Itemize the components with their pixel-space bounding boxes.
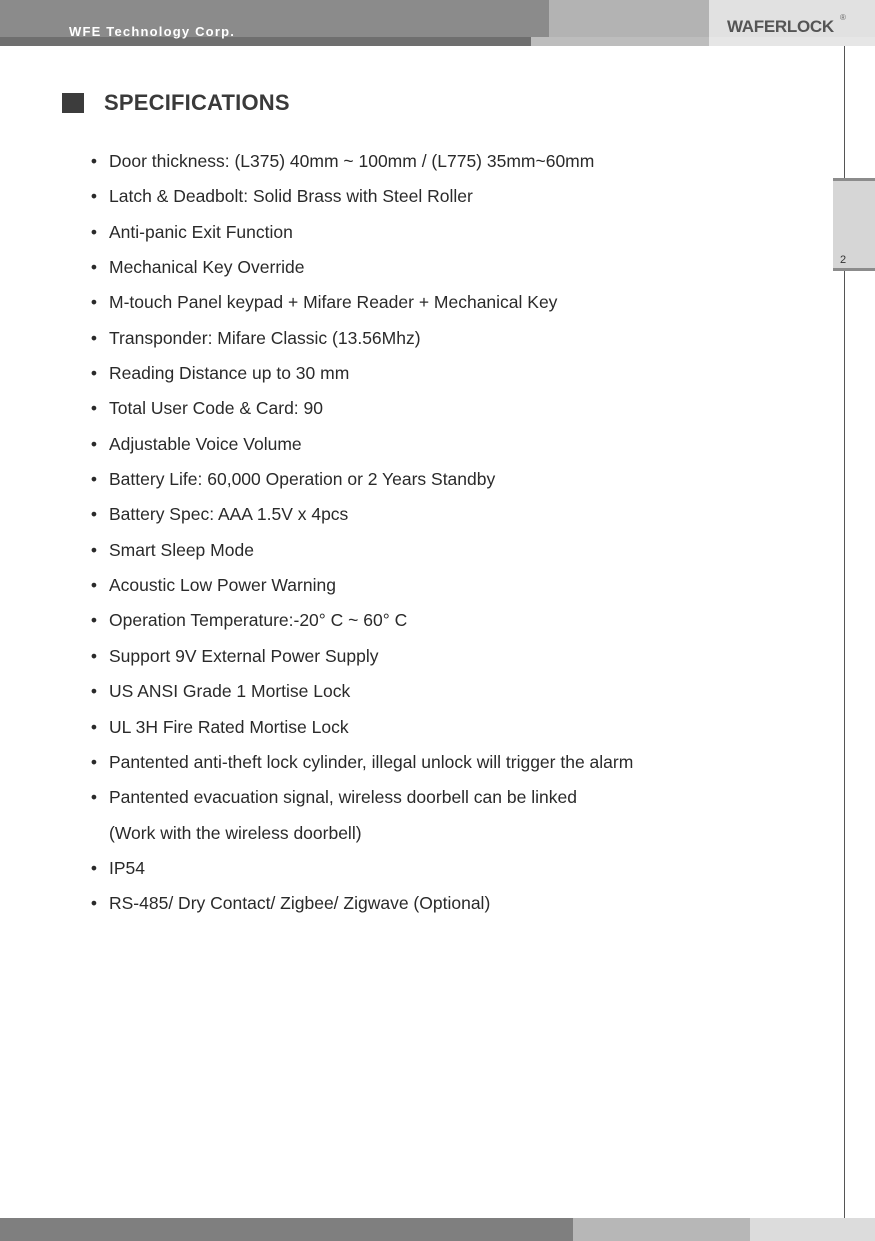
bullet-icon: • xyxy=(90,469,98,490)
list-item xyxy=(88,716,808,751)
bullet-icon: • xyxy=(90,716,98,737)
spec-text: UL 3H Fire Rated Mortise Lock xyxy=(109,716,349,737)
bullet-icon: • xyxy=(90,363,98,384)
spec-text: IP54 xyxy=(109,857,145,878)
spec-list xyxy=(88,150,808,928)
spec-text: Latch & Deadbolt: Solid Brass with Steel Roller xyxy=(109,186,473,207)
list-item xyxy=(88,221,808,256)
bullet-icon: • xyxy=(90,893,98,914)
spec-text: Smart Sleep Mode xyxy=(109,539,254,560)
bullet-icon: • xyxy=(90,221,98,242)
list-item xyxy=(88,751,808,786)
bullet-icon: • xyxy=(90,857,98,878)
spec-text: Battery Spec: AAA 1.5V x 4pcs xyxy=(109,504,349,525)
bullet-icon: • xyxy=(90,610,98,631)
footer-bar-dark xyxy=(0,1218,573,1241)
section-square-icon xyxy=(62,93,84,113)
brand-logo: WAFERLOCK xyxy=(727,17,834,36)
spec-text: Pantented evacuation signal, wireless doorbell can be linked xyxy=(109,787,577,808)
section-title: SPECIFICATIONS xyxy=(104,90,290,115)
list-item xyxy=(88,362,808,397)
spec-text: Transponder: Mifare Classic (13.56Mhz) xyxy=(109,327,421,348)
bullet-icon: • xyxy=(90,433,98,454)
list-item xyxy=(88,892,808,927)
list-item xyxy=(88,433,808,468)
spec-text: Door thickness: (L375) 40mm ~ 100mm / (L775) 35mm~60mm xyxy=(109,151,595,171)
bullet-icon: • xyxy=(90,257,98,278)
list-item xyxy=(88,327,808,362)
spec-text: RS-485/ Dry Contact/ Zigbee/ Zigwave (Optional) xyxy=(109,893,491,914)
spec-text: Adjustable Voice Volume xyxy=(109,433,302,454)
spec-text: Mechanical Key Override xyxy=(109,257,305,278)
bullet-icon: • xyxy=(90,681,98,702)
spec-text: M-touch Panel keypad + Mifare Reader + Mechanical Key xyxy=(109,292,558,313)
bullet-icon: • xyxy=(90,292,98,313)
bullet-icon: • xyxy=(90,504,98,525)
bullet-icon: • xyxy=(90,751,98,772)
list-item xyxy=(88,503,808,538)
spec-text: Acoustic Low Power Warning xyxy=(109,575,336,596)
list-item xyxy=(88,822,808,857)
spec-text: Operation Temperature:-20° C ~ 60° C xyxy=(109,610,408,631)
list-item xyxy=(88,150,808,185)
page-number: 2 xyxy=(840,254,847,266)
list-item xyxy=(88,256,808,291)
list-item xyxy=(88,680,808,715)
bullet-icon: • xyxy=(90,186,98,207)
spec-text: Pantented anti-theft lock cylinder, illegal unlock will trigger the alarm xyxy=(109,751,634,772)
header-stripe-mid xyxy=(531,37,709,46)
bullet-icon: • xyxy=(90,645,98,666)
list-item xyxy=(88,185,808,220)
spec-text: Support 9V External Power Supply xyxy=(109,645,379,666)
list-item xyxy=(88,574,808,609)
bullet-icon: • xyxy=(90,575,98,596)
header-bar-mid xyxy=(549,0,709,37)
bullet-icon: • xyxy=(90,539,98,560)
list-item xyxy=(88,645,808,680)
bullet-icon: • xyxy=(90,398,98,419)
list-item xyxy=(88,857,808,892)
bullet-icon: • xyxy=(90,327,98,348)
spec-text: Reading Distance up to 30 mm xyxy=(109,363,350,384)
company-name: WFE Technology Corp. xyxy=(69,24,236,39)
spec-text: Total User Code & Card: 90 xyxy=(109,398,323,419)
bullet-icon: • xyxy=(90,787,98,808)
footer-bar-mid xyxy=(573,1218,750,1241)
list-item xyxy=(88,786,808,821)
registered-mark: ® xyxy=(840,13,846,22)
spec-text: Anti-panic Exit Function xyxy=(109,221,293,242)
list-item xyxy=(88,609,808,644)
spec-text: (Work with the wireless doorbell) xyxy=(109,822,362,843)
list-item xyxy=(88,539,808,574)
bullet-icon: • xyxy=(90,151,98,171)
spec-text: US ANSI Grade 1 Mortise Lock xyxy=(109,681,351,702)
footer-bar-light xyxy=(750,1218,875,1241)
list-item xyxy=(88,397,808,432)
spec-text: Battery Life: 60,000 Operation or 2 Years Standby xyxy=(109,469,496,490)
list-item xyxy=(88,468,808,503)
list-item xyxy=(88,291,808,326)
header-stripe-light xyxy=(709,37,875,46)
